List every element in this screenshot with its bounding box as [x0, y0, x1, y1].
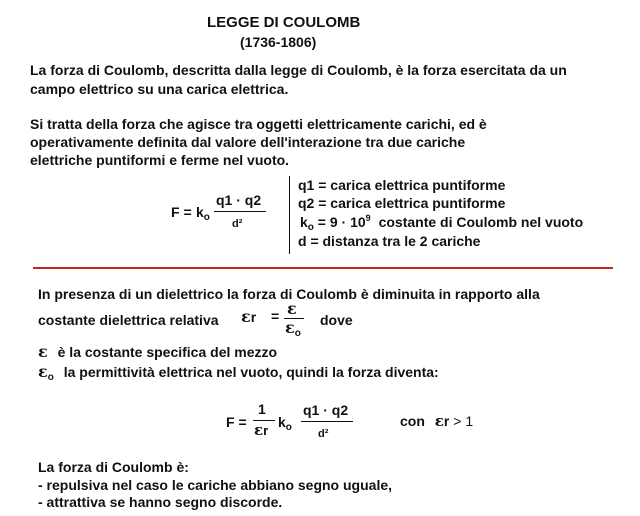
er-frac-den-symbol: ε: [285, 318, 295, 337]
conclusion-line-1: La forza di Coulomb è:: [38, 459, 189, 475]
description-line-3: elettriche puntiformi e ferme nel vuoto.: [30, 152, 290, 168]
formula2-cond-sub: r: [443, 413, 450, 429]
legend-k-symbol: k: [300, 214, 308, 230]
legend-q1: q1 = carica elettrica puntiforme: [298, 177, 506, 193]
description-line-1: Si tratta della forza che agisce tra oggetti elettricamente carichi, ed è: [30, 116, 487, 132]
dielectric-line-1: In presenza di un dielettrico la forza di Coulomb è diminuita in rapporto alla: [38, 286, 540, 302]
conclusion-line-3: - attrattiva se hanno segno discorde.: [38, 494, 283, 510]
legend-separator: [289, 176, 290, 254]
formula2-den1: [254, 421, 268, 439]
conclusion-line-2: - repulsiva nel caso le cariche abbiano segno uguale,: [38, 477, 393, 493]
formula2-lhs: F =: [226, 414, 247, 430]
er-lhs: [241, 307, 256, 327]
epsilon0-sub: o: [47, 372, 54, 383]
formula2-cond-rest: > 1: [453, 413, 474, 429]
legend-k: [300, 213, 583, 233]
formula2-k: [278, 414, 292, 433]
formula1-k-symbol: k: [196, 204, 204, 220]
formula2-den1-symbol: ε: [254, 421, 264, 439]
dove-label: dove: [320, 312, 353, 328]
formula2-numerator: q1 · q2: [303, 402, 349, 418]
section-divider: [33, 267, 613, 269]
epsilon-definition: [38, 342, 277, 361]
formula1-k: [196, 204, 210, 223]
er-sub: r: [250, 309, 257, 325]
formula2-k-symbol: k: [278, 414, 286, 430]
legend-k-desc: costante di Coulomb nel vuoto: [378, 214, 584, 230]
legend-q2: q2 = carica elettrica puntiforme: [298, 195, 506, 211]
formula1-numerator: q1 · q2: [216, 192, 262, 208]
formula2-cond-symbol: ε: [434, 412, 444, 430]
er-frac-den-sub: o: [294, 328, 301, 339]
formula1-fraction-bar: [214, 211, 266, 212]
formula2-num1: 1: [258, 401, 266, 417]
formula2-condition: [400, 412, 473, 430]
description-line-2: operativamente definita dal valore dell'interazione tra due cariche: [30, 134, 466, 150]
legend-d: d = distanza tra le 2 cariche: [298, 233, 481, 249]
formula2-denominator: d²: [318, 428, 329, 440]
er-symbol: ε: [241, 307, 251, 326]
er-frac-den: [285, 318, 301, 339]
legend-k-exp: 9: [365, 213, 371, 223]
epsilon-definition-text: è la costante specifica del mezzo: [57, 344, 278, 360]
formula2-k-sub: o: [285, 422, 292, 433]
formula1-denominator: d²: [232, 218, 243, 230]
dielectric-line-2: costante dielettrica relativa: [38, 312, 219, 328]
er-frac-num: ε: [287, 299, 297, 318]
legend-k-eq: = 9 · 10: [317, 214, 366, 230]
formula1-lhs: F =: [171, 204, 192, 220]
er-eq: =: [271, 308, 280, 324]
formula1-k-sub: o: [203, 212, 210, 223]
page-title: LEGGE DI COULOMB: [207, 14, 361, 31]
formula2-den1-sub: r: [263, 423, 269, 438]
intro-line-1: La forza di Coulomb, descritta dalla legge di Coulomb, è la forza esercitata da un: [30, 62, 567, 78]
epsilon0-definition: [38, 362, 439, 383]
epsilon0-symbol: ε: [38, 362, 48, 381]
legend-k-sub: o: [307, 222, 314, 233]
intro-line-2: campo elettrico su una carica elettrica.: [30, 81, 289, 97]
epsilon0-definition-text: la permittività elettrica nel vuoto, quindi la forza diventa:: [63, 364, 439, 380]
formula2-con: con: [400, 413, 425, 429]
epsilon-symbol: ε: [38, 342, 48, 361]
page-subtitle-years: (1736-1806): [240, 34, 317, 50]
formula2-fraction-bar-2: [301, 421, 353, 422]
